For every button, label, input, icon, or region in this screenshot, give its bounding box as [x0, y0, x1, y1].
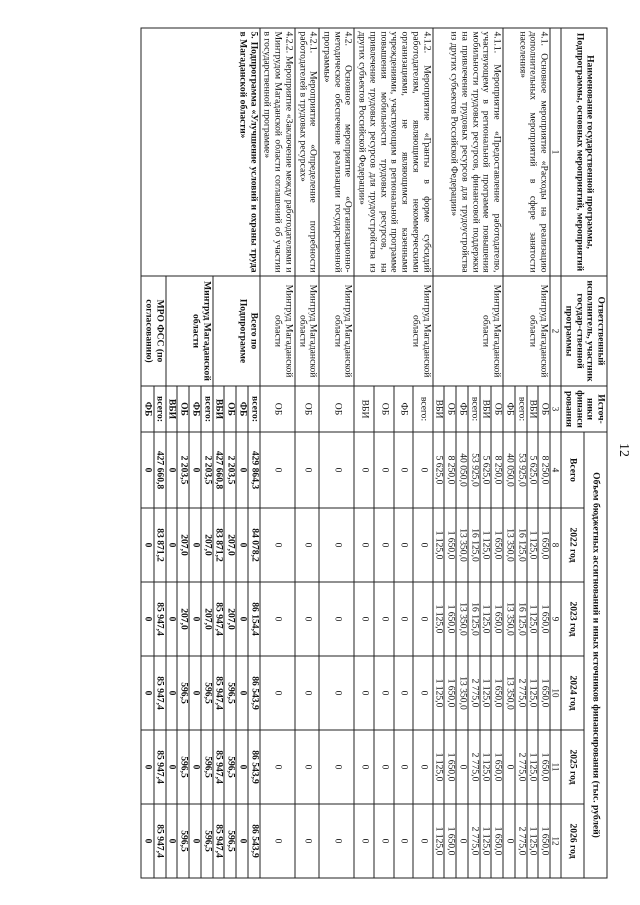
year-value-cell: 0 — [141, 730, 153, 804]
source-cell: всего: — [515, 386, 527, 432]
year-value-cell: 85 947,4 — [154, 656, 166, 730]
year-value-cell: 0 — [295, 582, 319, 656]
year-value-cell: 596,5 — [224, 804, 236, 878]
year-value-cell: 1 650,0 — [444, 508, 456, 582]
activity-name: 4.2.2. Мероприятие «Заключение между работодателями и Минтрудом Магаданской области соглашений об участии в государственной программе» — [260, 28, 295, 276]
column-index: 4 — [550, 432, 561, 508]
year-value-cell: 1 125,0 — [480, 582, 492, 656]
total-cell: 53 925,0 — [468, 432, 480, 508]
column-index: 8 — [550, 508, 561, 582]
year-value-cell: 1 650,0 — [444, 730, 456, 804]
year-value-cell: 0 — [374, 582, 394, 656]
year-value-cell: 2 775,0 — [515, 730, 527, 804]
total-cell: 0 — [295, 432, 319, 508]
year-value-cell: 207,0 — [201, 508, 213, 582]
year-value-cell: 85 947,4 — [213, 656, 225, 730]
executor-name: МРО ФСС (по согласованию) — [141, 276, 165, 386]
source-cell: ОБ — [260, 386, 295, 432]
year-value-cell: 596,5 — [177, 656, 189, 730]
year-value-cell: 0 — [374, 804, 394, 878]
year-value-cell: 0 — [413, 804, 433, 878]
year-value-cell: 0 — [394, 804, 414, 878]
total-cell: 0 — [319, 432, 354, 508]
header-year: 2025 год — [561, 730, 584, 804]
year-value-cell: 0 — [295, 508, 319, 582]
year-value-cell: 13 350,0 — [456, 656, 468, 730]
year-value-cell: 2 775,0 — [468, 730, 480, 804]
year-value-cell: 1 125,0 — [480, 508, 492, 582]
header-year: 2022 год — [561, 508, 584, 582]
column-index: 11 — [550, 730, 561, 804]
activity-name: 4.2.1. Мероприятие «Определение потребности работодателей в трудовых ресурсах» — [295, 28, 319, 276]
activity-name: 4.1. Основное мероприятие «Расходы на реализацию дополнительных мероприятий в сфере занятости населения» — [503, 28, 550, 276]
year-value-cell: 0 — [236, 804, 248, 878]
year-value-cell: 85 947,4 — [154, 582, 166, 656]
year-value-cell: 0 — [260, 730, 295, 804]
year-value-cell: 1 650,0 — [538, 656, 550, 730]
activity-name: 4.1.2. Мероприятие «Гранты в форме субсидий работодателям, являющимся некоммерческими организациями, не являющимся казенными учреждениями, участвующим в региональной программе повышения мобильности трудовых ресурсов, на привлечение трудовых ресурсов для трудоустройства из других субъектов Российской Федерации» — [355, 28, 433, 276]
year-value-cell: 0 — [189, 582, 201, 656]
total-cell: 0 — [355, 432, 375, 508]
year-value-cell: 0 — [456, 730, 468, 804]
year-value-cell: 1 650,0 — [538, 582, 550, 656]
year-value-cell: 0 — [413, 656, 433, 730]
source-cell: ВБИ — [433, 386, 445, 432]
year-value-cell: 0 — [319, 656, 354, 730]
source-cell: ФБ — [236, 386, 248, 432]
year-value-cell: 2 775,0 — [515, 804, 527, 878]
executor-name: Минтруд Магаданской области — [433, 276, 503, 386]
year-value-cell: 83 871,2 — [213, 508, 225, 582]
year-value-cell: 0 — [141, 656, 153, 730]
source-cell: ФБ — [394, 386, 414, 432]
year-value-cell: 0 — [260, 508, 295, 582]
year-value-cell: 0 — [189, 656, 201, 730]
year-value-cell: 86 543,9 — [248, 730, 260, 804]
source-cell: ВБИ — [213, 386, 225, 432]
table-row — [491, 28, 503, 878]
year-value-cell: 16 125,0 — [515, 508, 527, 582]
year-value-cell: 1 125,0 — [433, 656, 445, 730]
source-cell: всего: — [248, 386, 260, 432]
year-value-cell: 0 — [319, 730, 354, 804]
column-index: 3 — [550, 386, 561, 432]
year-value-cell: 0 — [166, 730, 178, 804]
column-index: 2 — [550, 276, 561, 386]
year-value-cell: 16 125,0 — [468, 582, 480, 656]
year-value-cell: 83 871,2 — [154, 508, 166, 582]
header-year: 2023 год — [561, 582, 584, 656]
year-value-cell: 596,5 — [201, 656, 213, 730]
year-value-cell: 13 350,0 — [456, 582, 468, 656]
source-cell: ВБИ — [527, 386, 539, 432]
executor-name: Всего по Подпрограмме — [213, 276, 260, 386]
year-value-cell: 0 — [236, 508, 248, 582]
source-cell: ФБ — [141, 386, 153, 432]
year-value-cell: 1 125,0 — [433, 730, 445, 804]
header-total: Всего — [561, 432, 584, 508]
year-value-cell: 207,0 — [201, 582, 213, 656]
table-row — [538, 28, 550, 878]
year-value-cell: 596,5 — [201, 730, 213, 804]
year-value-cell: 1 125,0 — [480, 804, 492, 878]
year-value-cell: 1 650,0 — [444, 582, 456, 656]
total-cell: 0 — [189, 432, 201, 508]
year-value-cell: 1 125,0 — [433, 582, 445, 656]
year-value-cell: 1 125,0 — [480, 730, 492, 804]
funding-table — [141, 28, 608, 879]
year-value-cell: 85 947,4 — [213, 730, 225, 804]
year-value-cell: 207,0 — [177, 582, 189, 656]
total-cell: 0 — [166, 432, 178, 508]
source-cell: ФБ — [189, 386, 201, 432]
year-value-cell: 0 — [413, 508, 433, 582]
executor-name: Минтруд Магаданской области — [260, 276, 295, 386]
year-value-cell: 1 650,0 — [538, 730, 550, 804]
year-value-cell: 0 — [394, 582, 414, 656]
year-value-cell: 1 125,0 — [527, 656, 539, 730]
year-value-cell: 1 650,0 — [538, 804, 550, 878]
column-index-row — [550, 28, 561, 878]
page-number: 12 — [616, 443, 631, 457]
activity-name: 4.2. Основное мероприятие «Организационно-методическое обеспечение реализации государственной программы» — [319, 28, 354, 276]
table-row — [248, 28, 260, 878]
source-cell: ФБ — [456, 386, 468, 432]
header-name: Наименование государственной программы, Подпрограммы, основных мероприятий, мероприятий — [561, 28, 607, 276]
year-value-cell: 0 — [236, 582, 248, 656]
year-value-cell: 0 — [141, 582, 153, 656]
year-value-cell: 13 350,0 — [503, 582, 515, 656]
year-value-cell: 0 — [394, 730, 414, 804]
executor-name: Минтруд Магаданской области — [166, 276, 213, 386]
executor-name: Минтруд Магаданской области — [295, 276, 319, 386]
year-value-cell: 0 — [355, 582, 375, 656]
year-value-cell: 0 — [260, 582, 295, 656]
header-year: 2024 год — [561, 656, 584, 730]
year-value-cell: 13 350,0 — [456, 508, 468, 582]
table-row — [295, 28, 319, 878]
year-value-cell: 1 125,0 — [527, 508, 539, 582]
column-index: 1 — [550, 28, 561, 276]
total-cell: 40 050,0 — [503, 432, 515, 508]
year-value-cell: 1 650,0 — [491, 730, 503, 804]
source-cell: ОБ — [444, 386, 456, 432]
subprogram-name: 5. Подпрограмма «Улучшение условий и охраны труда в Магаданской области» — [141, 28, 259, 276]
total-cell: 0 — [141, 432, 153, 508]
year-value-cell: 1 650,0 — [491, 804, 503, 878]
year-value-cell: 0 — [260, 656, 295, 730]
year-value-cell: 13 350,0 — [503, 656, 515, 730]
year-value-cell: 85 947,4 — [213, 804, 225, 878]
year-value-cell: 0 — [141, 804, 153, 878]
year-value-cell: 596,5 — [177, 804, 189, 878]
header-source: Источ-ники финанси рования — [561, 386, 607, 432]
year-value-cell: 596,5 — [224, 656, 236, 730]
year-value-cell: 596,5 — [177, 730, 189, 804]
year-value-cell: 207,0 — [224, 582, 236, 656]
year-value-cell: 85 947,4 — [213, 582, 225, 656]
year-value-cell: 86 154,4 — [248, 582, 260, 656]
year-value-cell: 0 — [295, 730, 319, 804]
source-cell: всего: — [413, 386, 433, 432]
year-value-cell: 0 — [189, 730, 201, 804]
year-value-cell: 1 125,0 — [527, 804, 539, 878]
year-value-cell: 207,0 — [224, 508, 236, 582]
year-value-cell: 1 650,0 — [491, 508, 503, 582]
year-value-cell: 16 125,0 — [468, 508, 480, 582]
year-value-cell: 0 — [374, 508, 394, 582]
source-cell: ОБ — [491, 386, 503, 432]
year-value-cell: 1 125,0 — [433, 508, 445, 582]
year-value-cell: 0 — [413, 730, 433, 804]
total-cell: 53 925,0 — [515, 432, 527, 508]
year-value-cell: 0 — [260, 804, 295, 878]
table-row — [319, 28, 354, 878]
total-cell: 8 250,0 — [538, 432, 550, 508]
year-value-cell: 0 — [374, 730, 394, 804]
year-value-cell: 1 650,0 — [444, 656, 456, 730]
year-value-cell: 0 — [236, 656, 248, 730]
year-value-cell: 0 — [166, 804, 178, 878]
total-cell: 40 050,0 — [456, 432, 468, 508]
year-value-cell: 85 947,4 — [154, 730, 166, 804]
year-value-cell: 0 — [355, 804, 375, 878]
year-value-cell: 86 543,9 — [248, 804, 260, 878]
header-executor: Ответственный исполнитель, участник государ-ственной программы — [561, 276, 607, 386]
year-value-cell: 0 — [141, 508, 153, 582]
total-cell: 0 — [394, 432, 414, 508]
year-value-cell: 1 125,0 — [480, 656, 492, 730]
total-cell: 429 864,3 — [248, 432, 260, 508]
year-value-cell: 85 947,4 — [154, 804, 166, 878]
executor-name: Минтруд Магаданской области — [503, 276, 550, 386]
year-value-cell: 207,0 — [177, 508, 189, 582]
year-value-cell: 0 — [319, 804, 354, 878]
year-value-cell: 1 650,0 — [444, 804, 456, 878]
year-value-cell: 0 — [394, 656, 414, 730]
table-body — [141, 28, 550, 878]
year-value-cell: 596,5 — [201, 804, 213, 878]
year-value-cell: 0 — [503, 804, 515, 878]
source-cell: всего: — [468, 386, 480, 432]
year-value-cell: 13 350,0 — [503, 508, 515, 582]
year-value-cell: 16 125,0 — [515, 582, 527, 656]
year-value-cell: 2 775,0 — [468, 656, 480, 730]
total-cell: 5 625,0 — [433, 432, 445, 508]
total-cell: 0 — [374, 432, 394, 508]
source-cell: ВБИ — [480, 386, 492, 432]
year-value-cell: 0 — [166, 508, 178, 582]
column-index: 10 — [550, 656, 561, 730]
year-value-cell: 86 543,9 — [248, 656, 260, 730]
source-cell: ФБ — [503, 386, 515, 432]
year-value-cell: 0 — [319, 508, 354, 582]
total-cell: 8 250,0 — [491, 432, 503, 508]
executor-name: Минтруд Магаданской области — [355, 276, 433, 386]
column-index: 9 — [550, 582, 561, 656]
source-cell: ОБ — [295, 386, 319, 432]
header-year: 2026 год — [561, 804, 584, 878]
source-cell: ОБ — [224, 386, 236, 432]
year-value-cell: 1 650,0 — [538, 508, 550, 582]
year-value-cell: 0 — [355, 508, 375, 582]
year-value-cell: 0 — [295, 656, 319, 730]
year-value-cell: 2 775,0 — [515, 656, 527, 730]
year-value-cell: 0 — [189, 804, 201, 878]
year-value-cell: 1 650,0 — [491, 656, 503, 730]
source-cell: всего: — [201, 386, 213, 432]
source-cell: ОБ — [538, 386, 550, 432]
year-value-cell: 1 125,0 — [527, 582, 539, 656]
table-row — [260, 28, 295, 878]
year-value-cell: 2 775,0 — [468, 804, 480, 878]
year-value-cell: 0 — [189, 508, 201, 582]
year-value-cell: 0 — [456, 804, 468, 878]
executor-name: Минтруд Магаданской области — [319, 276, 354, 386]
year-value-cell: 1 650,0 — [491, 582, 503, 656]
year-value-cell: 1 125,0 — [527, 730, 539, 804]
year-value-cell: 0 — [355, 730, 375, 804]
total-cell: 0 — [413, 432, 433, 508]
source-cell: ОБ — [374, 386, 394, 432]
year-value-cell: 1 125,0 — [433, 804, 445, 878]
total-cell: 5 625,0 — [480, 432, 492, 508]
year-value-cell: 0 — [503, 730, 515, 804]
rotated-table-page — [33, 28, 608, 878]
source-cell: ОБ — [319, 386, 354, 432]
year-value-cell: 84 078,2 — [248, 508, 260, 582]
year-value-cell: 0 — [295, 804, 319, 878]
header-funding: Объем бюджетных ассигнований и иных источников финансирования (тыс. рублей) — [584, 432, 607, 878]
year-value-cell: 0 — [374, 656, 394, 730]
year-value-cell: 0 — [166, 656, 178, 730]
year-value-cell: 596,5 — [224, 730, 236, 804]
year-value-cell: 0 — [236, 730, 248, 804]
total-cell: 5 625,0 — [527, 432, 539, 508]
total-cell: 427 660,8 — [213, 432, 225, 508]
column-index: 12 — [550, 804, 561, 878]
source-cell: ВБИ — [355, 386, 375, 432]
year-value-cell: 0 — [166, 582, 178, 656]
total-cell: 0 — [260, 432, 295, 508]
total-cell: 2 203,5 — [224, 432, 236, 508]
total-cell: 8 250,0 — [444, 432, 456, 508]
year-value-cell: 0 — [413, 582, 433, 656]
total-cell: 2 203,5 — [177, 432, 189, 508]
year-value-cell: 0 — [394, 508, 414, 582]
total-cell: 427 660,8 — [154, 432, 166, 508]
source-cell: ВБИ — [166, 386, 178, 432]
activity-name: 4.1.1. Мероприятие «Предоставление работодателю, участвующему в региональной программе повышения мобильности трудовых ресурсов, финансовой поддержки на привлечение трудовых ресурсов для трудоустройства из других субъектов Российской Федерации» — [433, 28, 503, 276]
table-row — [413, 28, 433, 878]
source-cell: всего: — [154, 386, 166, 432]
year-value-cell: 0 — [319, 582, 354, 656]
source-cell: ОБ — [177, 386, 189, 432]
total-cell: 2 203,5 — [201, 432, 213, 508]
total-cell: 0 — [236, 432, 248, 508]
year-value-cell: 0 — [355, 656, 375, 730]
